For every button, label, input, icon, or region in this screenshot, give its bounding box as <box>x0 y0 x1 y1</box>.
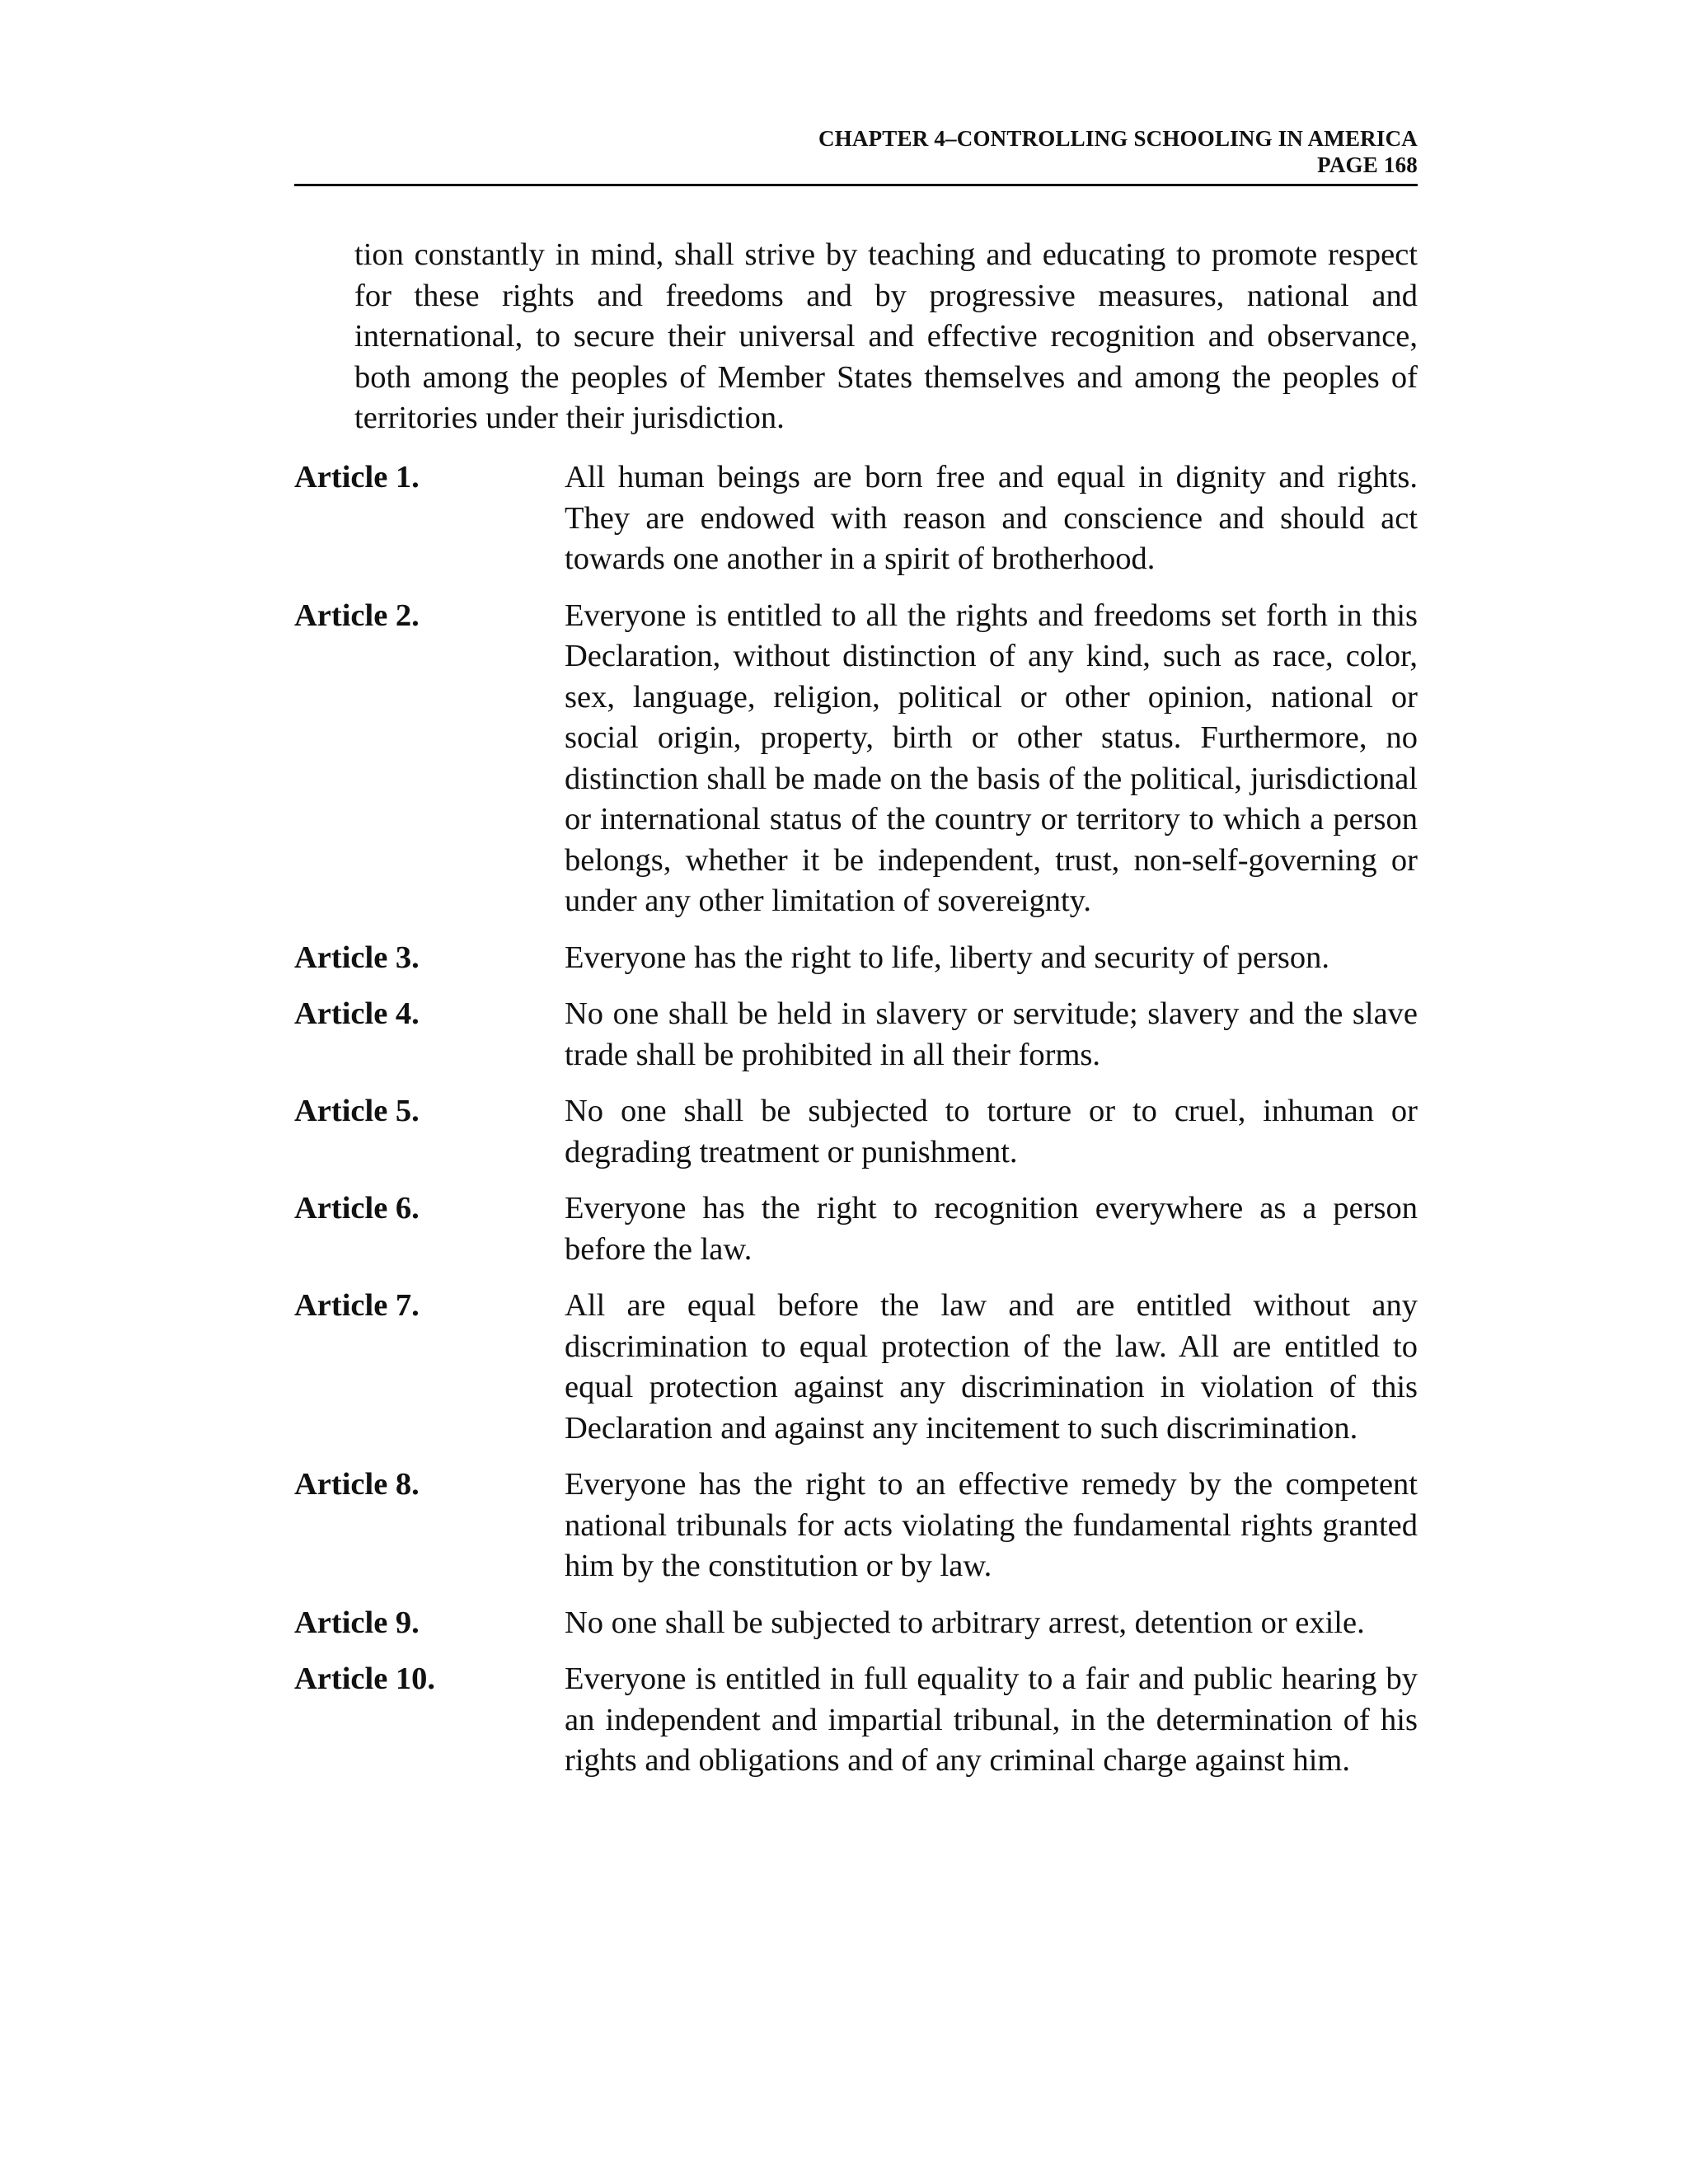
article-7 <box>294 1286 1418 1449</box>
article-text: No one shall be subjected to torture or to cruel, inhuman or degrading treatment or punishment. <box>565 1094 1418 1169</box>
article-5 <box>294 1091 1418 1173</box>
article-label: Article 9. <box>294 1605 420 1640</box>
article-text: Everyone has the right to recognition everywhere as a person before the law. <box>565 1191 1418 1267</box>
article-text: No one shall be held in slavery or servitude; slavery and the slave trade shall be prohibited in all their forms. <box>565 996 1418 1072</box>
article-text: No one shall be subjected to arbitrary arrest, detention or exile. <box>565 1605 1365 1640</box>
article-6 <box>294 1188 1418 1270</box>
article-text: Everyone is entitled in full equality to a fair and public hearing by an independent and impartial tribunal, in the determination of his rights and obligations and of any criminal charge against him. <box>565 1661 1418 1778</box>
article-3 <box>294 938 1418 979</box>
article-label: Article 7. <box>294 1288 420 1323</box>
article-10 <box>294 1659 1418 1782</box>
article-8 <box>294 1465 1418 1587</box>
article-9 <box>294 1603 1418 1644</box>
article-text: All are equal before the law and are entitled without any discrimination to equal protection of the law. All are entitled to equal protection against any discrimination in violation of this Declaration and against any incitement to such discrimination. <box>565 1288 1418 1446</box>
article-1 <box>294 457 1418 580</box>
article-label: Article 10. <box>294 1661 436 1696</box>
article-text: Everyone has the right to an effective remedy by the competent national tribunals for acts violating the fundamental rights granted him by the constitution or by law. <box>565 1467 1418 1583</box>
article-label: Article 6. <box>294 1191 420 1226</box>
header-rule <box>294 184 1418 186</box>
article-label: Article 2. <box>294 598 420 633</box>
article-label: Article 3. <box>294 940 420 975</box>
running-header <box>294 125 1418 178</box>
article-label: Article 4. <box>294 996 420 1031</box>
article-4 <box>294 994 1418 1076</box>
articles-list <box>294 457 1418 1797</box>
page-number: PAGE 168 <box>1317 152 1418 177</box>
article-label: Article 1. <box>294 460 420 494</box>
article-label: Article 8. <box>294 1467 420 1502</box>
intro-paragraph: tion constantly in mind, shall strive by teaching and educating to promote respect for these rights and freedoms and by progressive measures, national and international, to secure their universal and effective recognition and observance, both among the peoples of Member States themselves and among the peoples of territories under their jurisdiction. <box>354 237 1418 435</box>
article-text: Everyone has the right to life, liberty and security of person. <box>565 940 1330 975</box>
article-2 <box>294 596 1418 922</box>
article-label: Article 5. <box>294 1094 420 1128</box>
chapter-title: CHAPTER 4–CONTROLLING SCHOOLING IN AMERICA <box>818 126 1418 151</box>
article-text: Everyone is entitled to all the rights and freedoms set forth in this Declaration, without distinction of any kind, such as race, color, sex, language, religion, political or other opinion, national or social origin, property, birth or other status. Furthermore, no distinction shall be made on the basis of the political, jurisdictional or international status of the country or territory to which a person belongs, whether it be independent, trust, non-self-governing or under any other limitation of sovereignty. <box>565 598 1418 918</box>
article-text: All human beings are born free and equal in dignity and rights. They are endowed with reason and conscience and should act towards one another in a spirit of brotherhood. <box>565 460 1418 576</box>
